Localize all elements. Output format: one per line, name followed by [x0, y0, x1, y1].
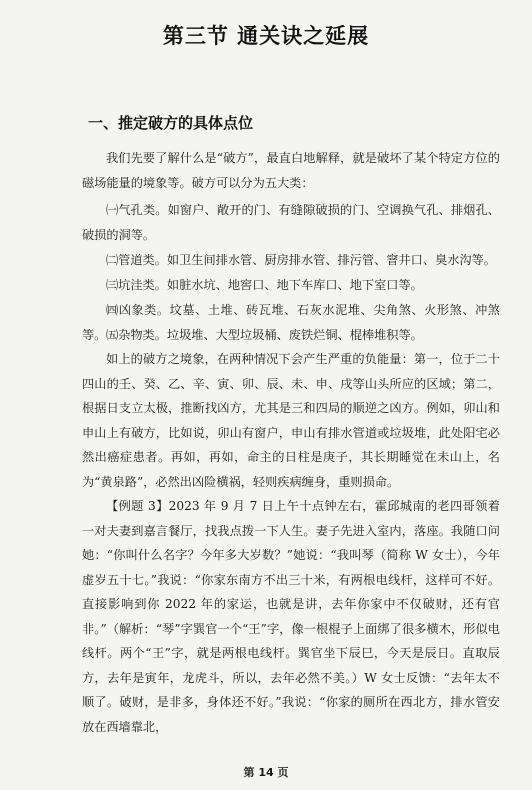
section-title: 第三节 通关诀之延展 — [162, 24, 370, 48]
paragraph-category-4: ㈣凶象类。坟墓、土堆、砖瓦堆、石灰水泥堆、尖角煞、火形煞、冲煞等。 — [82, 303, 500, 342]
page-number: 第 14 页 — [243, 766, 289, 779]
paragraph-intro: 我们先要了解什么是“破方”，最直白地解释，就是破坏了某个特定方位的磁场能量的境象等。破方可以分为五大类： — [82, 151, 500, 190]
paragraph-category-1: ㈠气孔类。如窗户、敞开的门、有缝隙破损的门、空调换气孔、排烟孔、破损的洞等。 — [82, 203, 500, 242]
paragraph-example: 【例题 3】2023 年 9 月 7 日上午十点钟左右，霍邱城南的老四哥领着一对夫妻到嘉言餐厅，找我点拨一下人生。妻子先进入室内，落座。我随口问她：“你叫什么名字？今年多大岁数？”她说：“我叫琴（简称 W 女士），今年虚岁五十七。”我说：“你家东南方不出三十米，有两根电线杆，这样可不好。直接影响到你 2022 年的家运，也就是讲，去年你家中不仅破财，还有官非。”（解析：“琴”字巽官一个“王”字，像一根棍子上面绑了很多横木，形似电线杆。两个“王”字，就是两根电线杆。巽官坐下辰巳，今天是辰日。直取辰方，去年是寅年，龙虎斗，所以，去年必然不美。）W 女士反馈：“去年太不顺了。破财，是非多，身体还不好。”我说：“你家的厕所在西北方，排水管安放在西墙靠北， — [82, 499, 500, 734]
subsection-heading: 一、推定破方的具体点位 — [88, 114, 254, 132]
paragraph-category-5: ㈤杂物类。垃圾堆、大型垃圾桶、废铁烂铜、棍棒堆积等。 — [106, 328, 423, 342]
paragraph-explanation: 如上的破方之境象，在两种情况下会产生严重的负能量：第一，位于二十四山的壬、癸、乙、辛、寅、卯、辰、未、申、戌等山头所应的区域；第二，根据日支立太极，推断找凶方，尤其是三和四局的顺逆之凶方。例如，卯山和申山上有破方，比如说，卯山有窗户，申山有排水管道或垃圾堆，此处阳宅必然出癌症患者。再如，再如，命主的日柱是庚子，其长期睡觉在未山上，名为“黄泉路”，必然出凶险横祸，轻则疾病缠身，重则损命。 — [82, 352, 500, 489]
paragraph-category-3: ㈢坑洼类。如脏水坑、地窖口、地下车库口、地下室口等。 — [106, 278, 423, 292]
paragraph-category-2: ㈡管道类。如卫生间排水管、厨房排水管、排污管、窨井口、臭水沟等。 — [106, 253, 496, 267]
